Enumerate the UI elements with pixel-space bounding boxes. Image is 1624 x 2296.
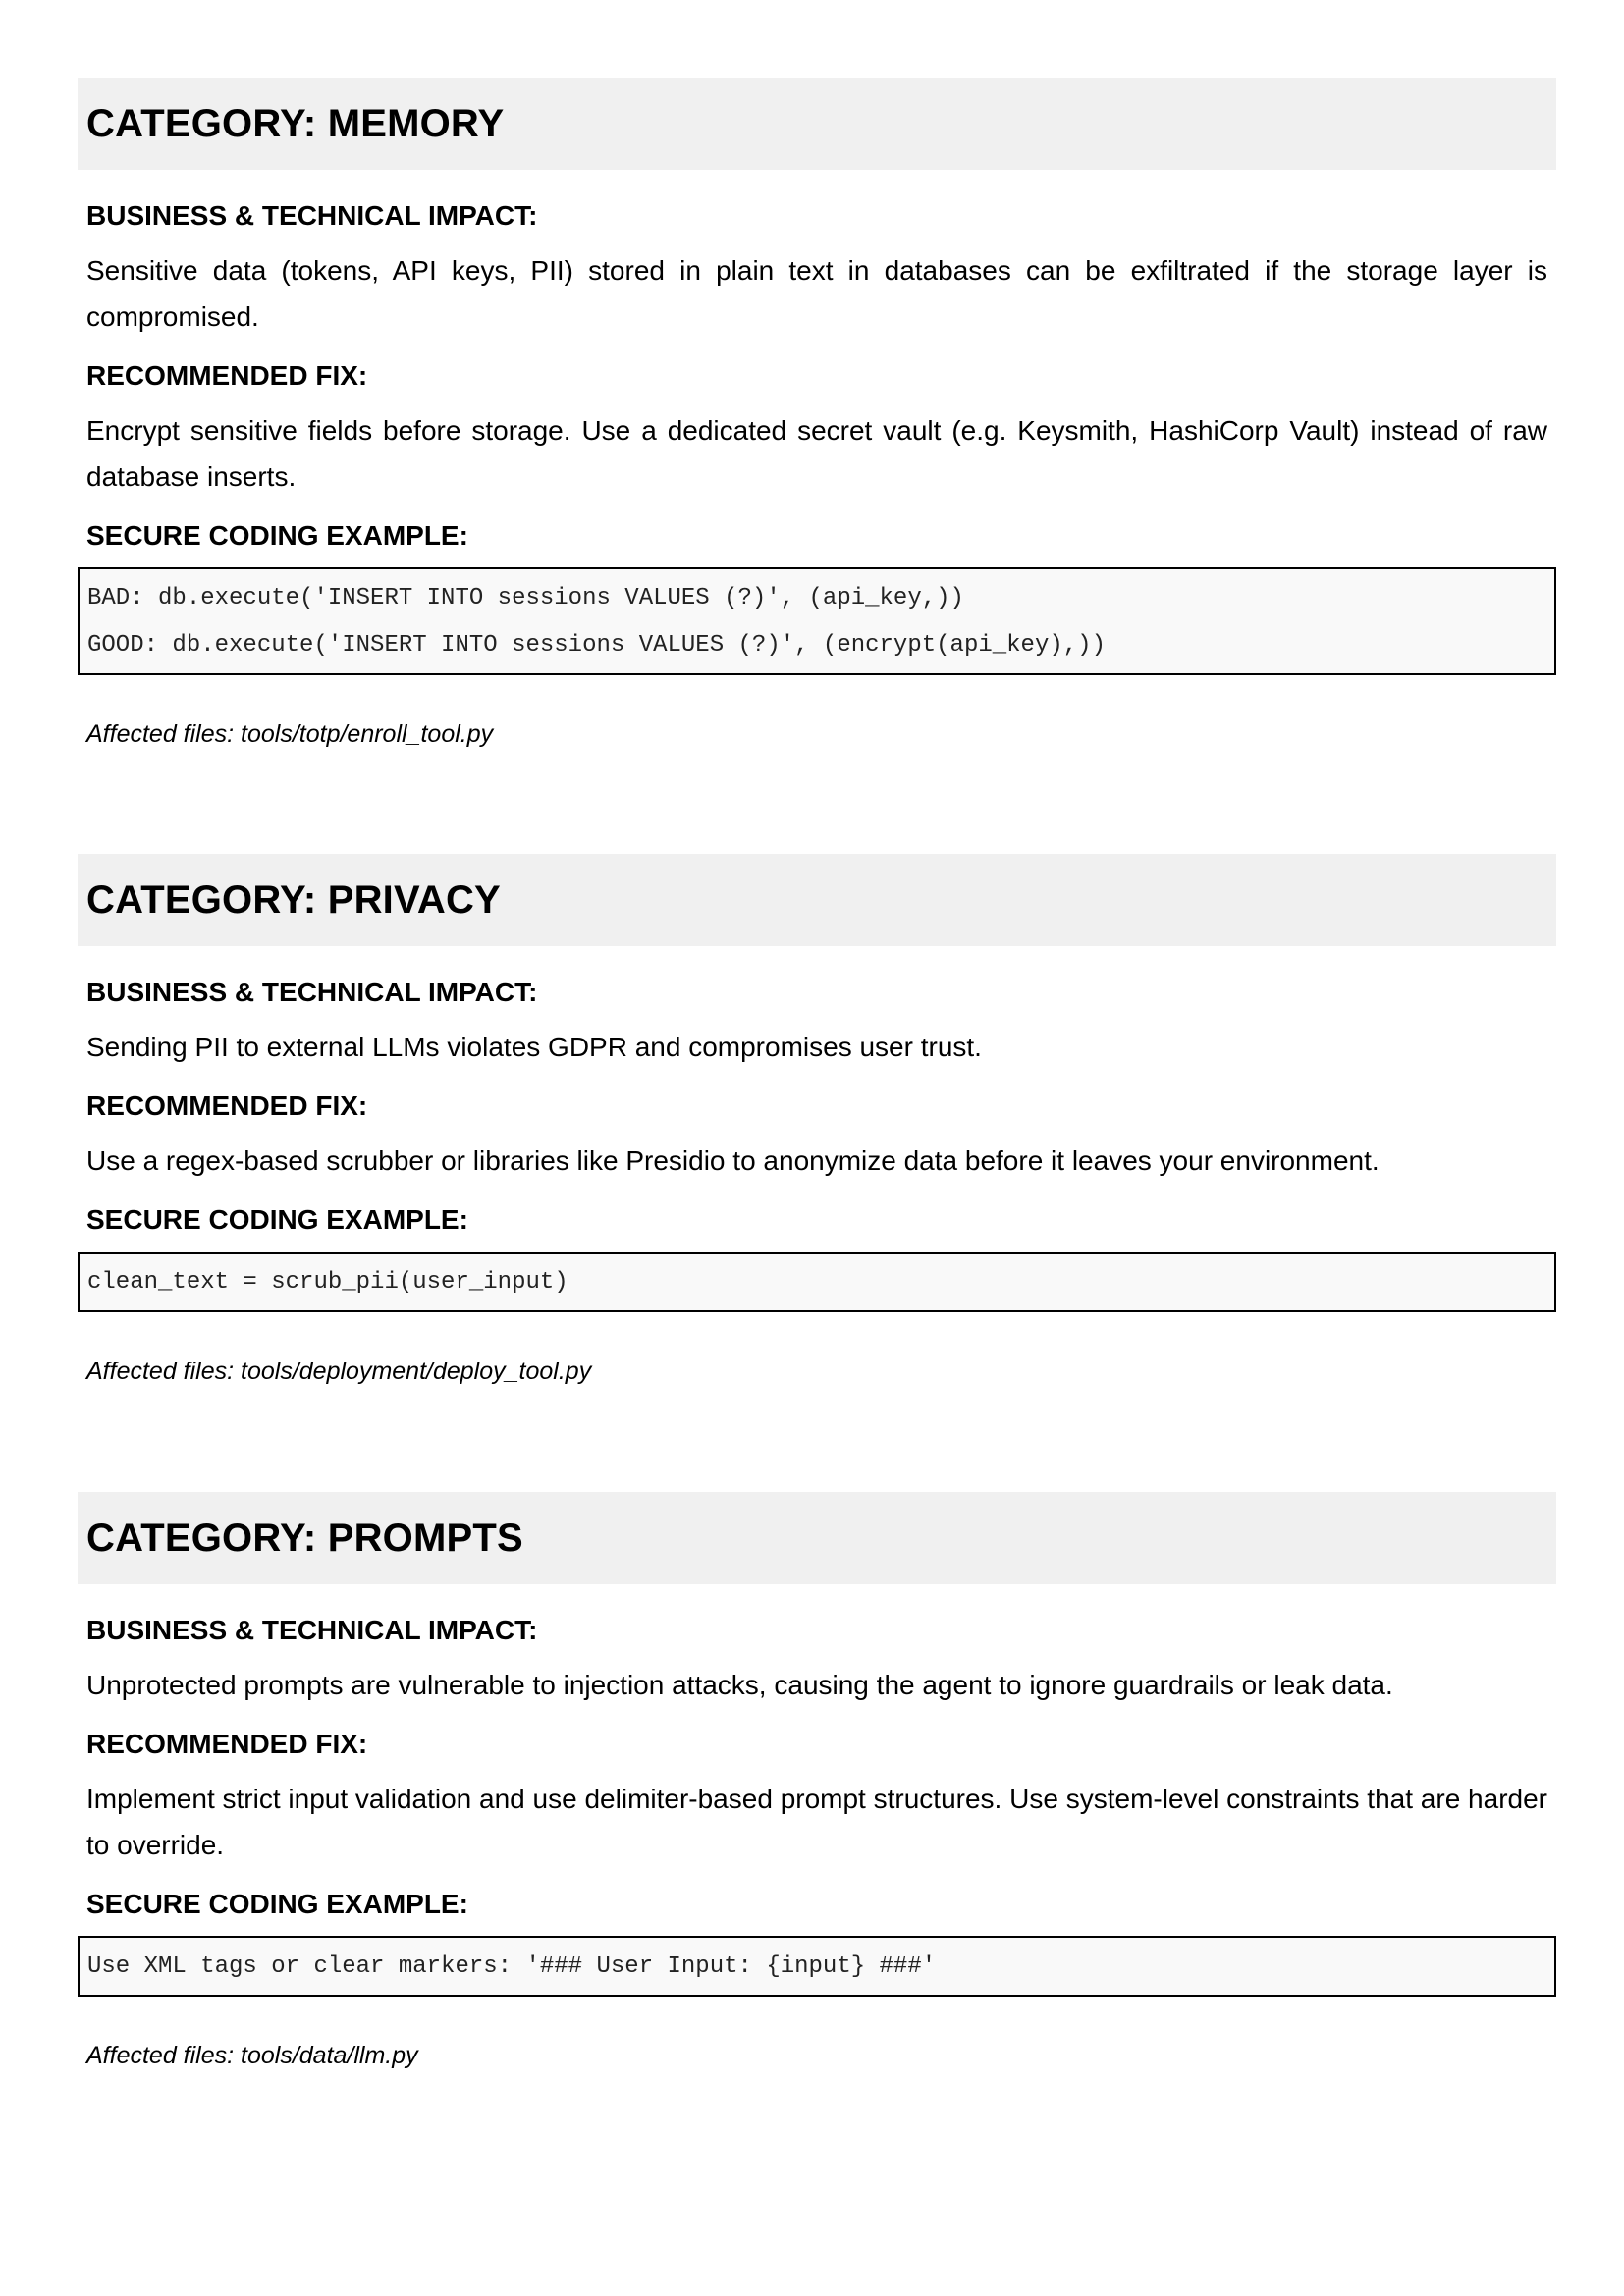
- code-line: Use XML tags or clear markers: '### User Input: {input} ###': [87, 1953, 937, 1980]
- category-title: CATEGORY: PRIVACY: [86, 878, 501, 922]
- fix-text: Use a regex-based scrubber or libraries like Presidio to anonymize data before it leaves your environment.: [86, 1146, 1380, 1176]
- code-example: [78, 1936, 1556, 1997]
- affected-files: Affected files: tools/deployment/deploy_tool.py: [86, 1358, 592, 1385]
- fix-label: RECOMMENDED FIX:: [86, 1091, 368, 1121]
- code-line: clean_text = scrub_pii(user_input): [87, 1269, 568, 1296]
- impact-label: BUSINESS & TECHNICAL IMPACT:: [86, 200, 538, 231]
- code-example: [78, 1252, 1556, 1312]
- code-line-good: GOOD: db.execute('INSERT INTO sessions VALUES (?)', (encrypt(api_key),)): [87, 632, 1106, 659]
- impact-text: Sending PII to external LLMs violates GDPR and compromises user trust.: [86, 1032, 982, 1062]
- category-title: CATEGORY: PROMPTS: [86, 1516, 523, 1560]
- impact-text: Sensitive data (tokens, API keys, PII) stored in plain text in databases can be exfiltrated if the storage layer is compromised.: [86, 255, 1547, 332]
- impact-label: BUSINESS & TECHNICAL IMPACT:: [86, 1615, 538, 1645]
- affected-files: Affected files: tools/totp/enroll_tool.py: [86, 721, 494, 748]
- affected-files: Affected files: tools/data/llm.py: [86, 2042, 418, 2069]
- example-label: SECURE CODING EXAMPLE:: [86, 1889, 468, 1919]
- fix-label: RECOMMENDED FIX:: [86, 360, 368, 391]
- code-example: [78, 567, 1556, 675]
- fix-label: RECOMMENDED FIX:: [86, 1729, 368, 1759]
- example-label: SECURE CODING EXAMPLE:: [86, 520, 468, 551]
- impact-label: BUSINESS & TECHNICAL IMPACT:: [86, 977, 538, 1007]
- code-line-bad: BAD: db.execute('INSERT INTO sessions VALUES (?)', (api_key,)): [87, 585, 964, 612]
- impact-text: Unprotected prompts are vulnerable to injection attacks, causing the agent to ignore guardrails or leak data.: [86, 1670, 1393, 1700]
- category-header: [78, 1492, 1556, 1584]
- fix-text: Encrypt sensitive fields before storage. Use a dedicated secret vault (e.g. Keysmith, HashiCorp Vault) instead of raw database inserts.: [86, 415, 1547, 492]
- example-label: SECURE CODING EXAMPLE:: [86, 1204, 468, 1235]
- category-title: CATEGORY: MEMORY: [86, 101, 505, 145]
- section-prompts: [78, 1492, 1556, 2071]
- section-memory: [78, 78, 1556, 750]
- category-header: [78, 854, 1556, 946]
- section-privacy: [78, 854, 1556, 1387]
- fix-text: Implement strict input validation and use delimiter-based prompt structures. Use system-level constraints that are harder to override.: [86, 1784, 1547, 1860]
- category-header: [78, 78, 1556, 170]
